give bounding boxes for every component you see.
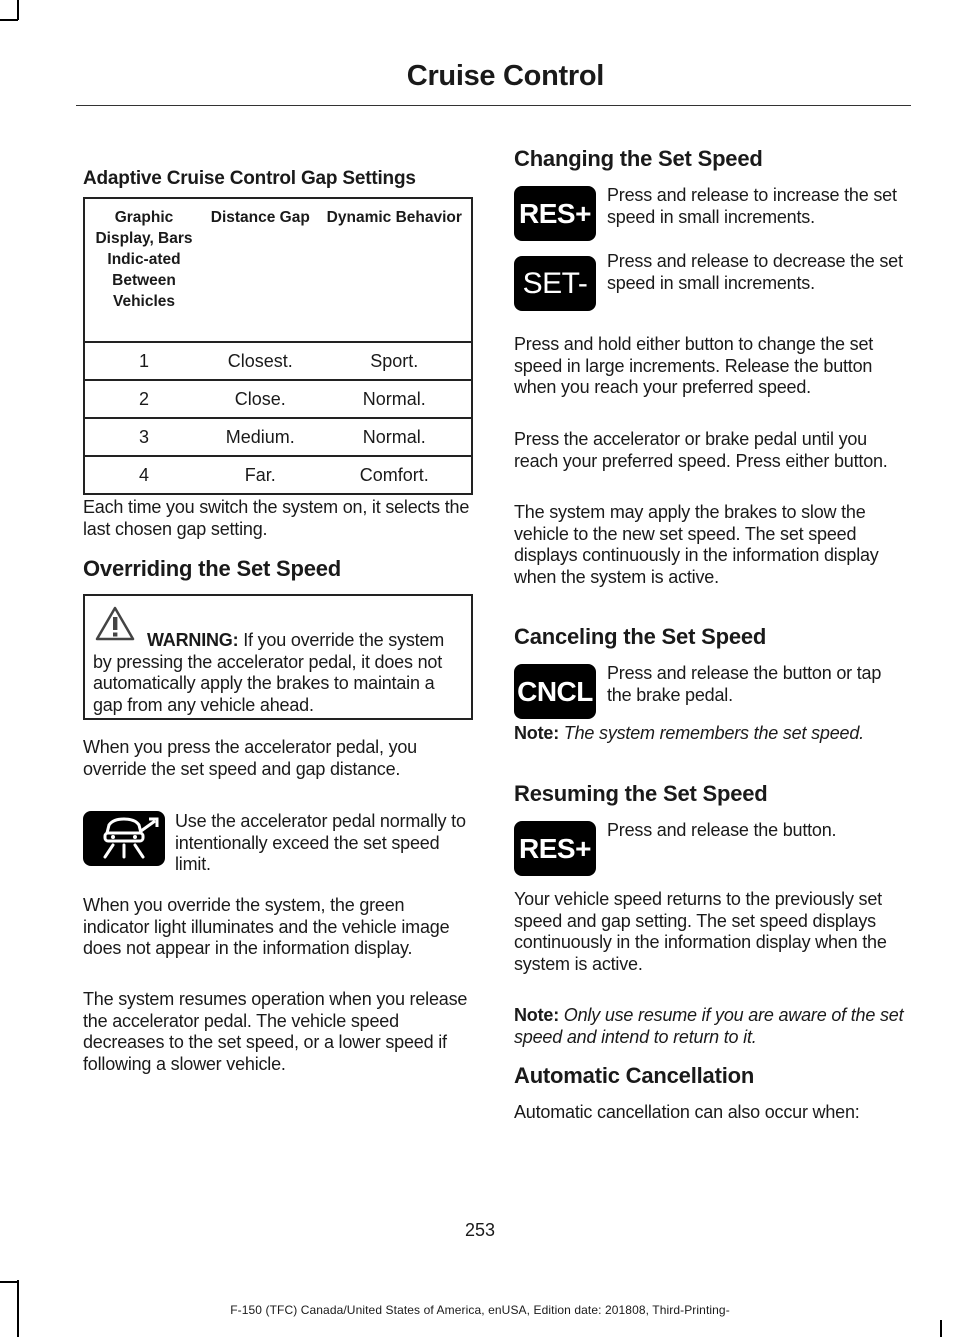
table-cell: 1	[138, 350, 149, 371]
table-cell: Normal.	[318, 418, 472, 456]
table-cell: Far.	[203, 456, 318, 494]
section-heading-changing: Changing the Set Speed	[514, 146, 763, 171]
crop-mark	[0, 19, 18, 21]
table-title: Adaptive Cruise Control Gap Settings	[83, 168, 416, 189]
table-cell: 4	[84, 456, 203, 494]
press-hold-paragraph: Press and hold either button to change the set speed in large increments. Release the button when you reach your preferred speed.	[514, 334, 874, 398]
set-minus-button-icon: SET-	[514, 256, 596, 311]
table-header: Distance Gap	[203, 198, 318, 342]
section-heading-automatic: Automatic Cancellation	[514, 1063, 755, 1088]
section-heading-resuming: Resuming the Set Speed	[514, 781, 768, 806]
table-row	[84, 380, 472, 418]
res-plus-text: Press and release to increase the set speed in small increments.	[607, 185, 897, 227]
gap-settings-table	[83, 197, 473, 495]
note-text: Only use resume if you are aware of the set speed and intend to return to it.	[514, 1005, 904, 1047]
header-divider	[76, 105, 911, 106]
override-green-paragraph: When you override the system, the green indicator light illuminates and the vehicle image does not appear in the information display.	[83, 895, 450, 959]
resumes-paragraph: The system resumes operation when you release the accelerator pedal. The vehicle speed decreases to the set speed, or a lower speed if following a slower vehicle.	[83, 989, 468, 1074]
note-label: Note:	[514, 723, 559, 743]
note-resume	[514, 1005, 908, 1048]
set-minus-text: Press and release to decrease the set speed in small increments.	[607, 251, 903, 293]
footer-text: F-150 (TFC) Canada/United States of America, enUSA, Edition date: 201808, Third-Printing-	[230, 1303, 730, 1317]
warning-box	[83, 594, 473, 720]
warning-text	[93, 630, 465, 716]
accelerator-override-icon	[83, 811, 165, 866]
table-cell: Sport.	[370, 350, 419, 371]
crop-mark	[0, 1281, 18, 1283]
page-title: Cruise Control	[406, 60, 604, 92]
table-cell: Comfort.	[318, 456, 472, 494]
table-cell: Normal.	[318, 380, 472, 418]
gap-setting-note: Each time you switch the system on, it selects the last chosen gap setting.	[83, 497, 470, 539]
section-heading-canceling: Canceling the Set Speed	[514, 624, 767, 649]
note-label: Note:	[514, 1005, 559, 1025]
cncl-button-icon: CNCL	[514, 664, 596, 719]
press-accelerator-paragraph: Press the accelerator or brake pedal until you reach your preferred speed. Press either button.	[514, 429, 888, 471]
table-header: Dynamic Behavior	[318, 198, 472, 342]
returns-paragraph: Your vehicle speed returns to the previously set speed and gap setting. The set speed displays continuously in the information display when the system is active.	[514, 889, 887, 974]
note-remembers	[514, 723, 908, 745]
cncl-text: Press and release the button or tap the brake pedal.	[607, 663, 882, 705]
table-cell: Medium.	[203, 418, 318, 456]
section-heading-overriding: Overriding the Set Speed	[83, 556, 342, 581]
table-row	[84, 456, 472, 494]
res-plus-button-icon: RES+	[514, 821, 596, 876]
table-cell: Close.	[203, 380, 318, 418]
res-plus-button-icon: RES+	[514, 186, 596, 241]
crop-mark	[940, 1320, 942, 1337]
accelerator-override-text: Use the accelerator pedal normally to intentionally exceed the set speed limit.	[175, 811, 466, 875]
warning-body: If you override the system by pressing the accelerator pedal, it does not automatically apply the brakes to maintain a gap from any vehicle ahead.	[93, 630, 445, 715]
res-plus-resume-text: Press and release the button.	[607, 820, 837, 840]
crop-mark	[17, 0, 19, 20]
override-paragraph: When you press the accelerator pedal, you override the set speed and gap distance.	[83, 737, 417, 779]
warning-label: WARNING:	[147, 630, 239, 650]
table-row	[84, 418, 472, 456]
table-cell: 2	[84, 380, 203, 418]
table-row	[84, 342, 472, 380]
note-text: The system remembers the set speed.	[559, 723, 864, 743]
may-apply-paragraph: The system may apply the brakes to slow the vehicle to the new set speed. The set speed displays continuously in the information display when the system is active.	[514, 502, 879, 587]
table-cell: Closest.	[227, 350, 293, 371]
table-cell: 3	[84, 418, 203, 456]
table-header: Graphic Display, Bars Indic-ated Between Vehicles	[84, 198, 203, 342]
page-number: 253	[464, 1220, 496, 1240]
automatic-paragraph: Automatic cancellation can also occur when:	[514, 1102, 860, 1122]
